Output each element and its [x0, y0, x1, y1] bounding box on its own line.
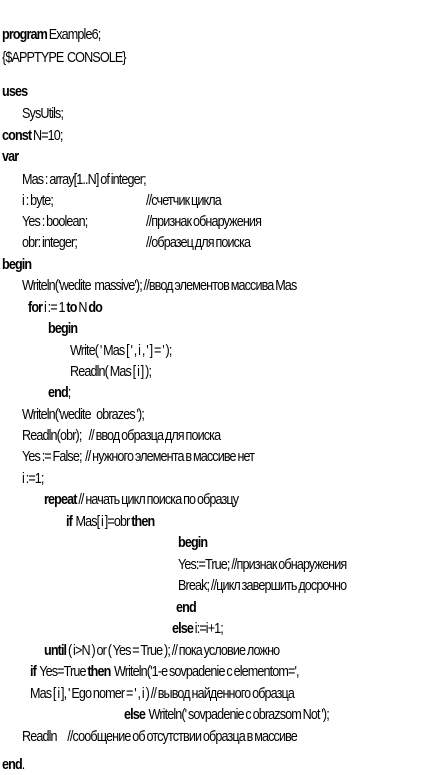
code-comment: //счетчик цикла: [146, 192, 221, 209]
code-line: [30, 662, 299, 682]
code-line: [48, 383, 70, 403]
code-line: [22, 212, 87, 232]
code-text: Write( ' Mas [ ' , i , ' ] = ' );: [70, 342, 172, 359]
code-line: [22, 191, 53, 211]
code-text: Mas : array[1..N] of integer;: [22, 171, 146, 188]
keyword: else: [172, 620, 193, 637]
code-text: .: [21, 756, 25, 773]
code-line: [2, 126, 63, 146]
code-line: [28, 298, 102, 318]
code-text: i :=1;: [22, 470, 44, 487]
code-text: i : byte;: [22, 192, 54, 209]
code-text: Readln( Mas [ i ] );: [70, 363, 152, 380]
code-line: [124, 705, 329, 725]
code-text: Readln //сообщение об отсутствии образца в массиве: [22, 728, 297, 745]
code-line: [22, 426, 220, 446]
code-text: Break; //цикл завершить досрочно: [178, 577, 347, 594]
code-line: [22, 447, 254, 467]
code-text: Readln(obr); // ввод образца для поиска: [22, 427, 221, 444]
keyword: end: [2, 756, 22, 773]
keyword: then: [87, 663, 111, 680]
keyword: var: [2, 148, 19, 165]
code-line: [22, 233, 77, 253]
keyword: end: [48, 384, 68, 401]
keyword: repeat: [44, 491, 77, 508]
keyword: then: [131, 513, 155, 530]
code-line: [22, 727, 297, 747]
keyword: begin: [48, 320, 78, 337]
code-line: [2, 48, 126, 68]
code-line: [178, 576, 346, 596]
keyword: do: [88, 299, 102, 316]
code-text: Writeln('wedite obrazes ');: [22, 406, 144, 423]
keyword: if: [30, 663, 36, 680]
code-line: [70, 362, 151, 382]
code-line: [44, 641, 279, 661]
keyword: to: [66, 299, 77, 316]
keyword: begin: [2, 256, 32, 273]
code-text: ( i>N ) or ( Yes = True ); // пока условие ложно: [66, 642, 280, 659]
code-text: Yes=True: [35, 663, 88, 680]
code-text: i:=i+1;: [193, 620, 223, 637]
code-text: SysUtils;: [22, 105, 64, 122]
code-text: ;: [67, 384, 71, 401]
code-text: Yes:=True; //признак обнаружения: [178, 556, 347, 573]
code-text: Yes := False; // нужного элемента в массиве нет: [22, 448, 255, 465]
code-line: [178, 533, 207, 553]
keyword: const: [2, 127, 32, 144]
keyword: for: [28, 299, 43, 316]
code-line: [66, 512, 154, 532]
code-comment: //образец для поиска: [146, 234, 251, 251]
code-text: Mas[ i ]=obr: [71, 513, 132, 530]
code-text: i := 1: [42, 299, 67, 316]
code-comment: //признак обнаружения: [146, 213, 262, 230]
code-line: [22, 170, 146, 190]
code-text: Writeln(' sovpadenie c obrazsom Not ');: [145, 706, 329, 723]
code-line: [22, 276, 296, 296]
keyword: else: [124, 706, 145, 723]
code-text: Example6;: [46, 26, 101, 43]
code-line: [70, 341, 171, 361]
code-line: [2, 25, 100, 45]
keyword: begin: [178, 534, 208, 551]
code-text: Writeln('wedite massive'); //ввод элементов массива Mas: [22, 277, 297, 294]
code-text: N: [76, 299, 89, 316]
code-line: [22, 405, 144, 425]
keyword: program: [2, 26, 47, 43]
keyword: end: [176, 599, 196, 616]
code-line: [172, 619, 223, 639]
code-text: obr: integer;: [22, 234, 77, 251]
keyword: if: [66, 513, 72, 530]
code-line: [176, 598, 196, 618]
code-line: [30, 684, 294, 704]
keyword: until: [44, 642, 67, 659]
code-line: [2, 82, 27, 102]
code-text: N=10;: [31, 127, 63, 144]
code-line: [2, 755, 24, 775]
code-line: [44, 490, 238, 510]
code-text: // начать цикл поиска по образцу: [76, 491, 239, 508]
code-text: Yes : boolean;: [22, 213, 88, 230]
keyword: uses: [2, 83, 28, 100]
code-line: [22, 104, 63, 124]
code-line: [22, 469, 44, 489]
code-line: [2, 255, 31, 275]
code-text: {$APPTYPE CONSOLE}: [2, 49, 126, 66]
code-line: [178, 555, 346, 575]
code-line: [48, 319, 77, 339]
code-text: Mas [ i ], ' Ego nomer = ' , i ) // вывод найденного образца: [30, 685, 294, 702]
code-text: Writeln('1-e sovpadenie c elementom=',: [110, 663, 299, 680]
code-line: [2, 147, 18, 167]
